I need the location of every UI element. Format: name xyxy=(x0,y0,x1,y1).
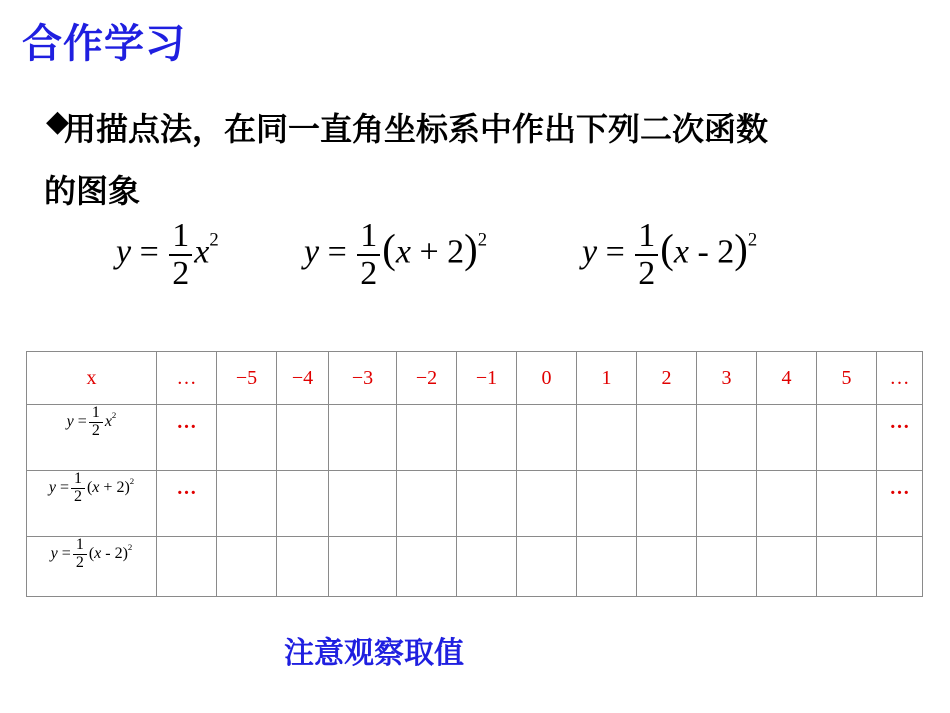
empty-cell[interactable] xyxy=(757,471,817,537)
instruction-line-1: 用描点法，在同一直角坐标系中作出下列二次函数 xyxy=(64,110,769,148)
row-label-formula-3: y = $\frac{1}{2}$ (x - 2)$^2$ xyxy=(27,537,157,597)
empty-cell[interactable] xyxy=(397,537,457,597)
empty-cell[interactable] xyxy=(697,537,757,597)
empty-cell[interactable] xyxy=(457,405,517,471)
formula-2: y = $\frac{1}{2}$ $(x + 2)^2$ xyxy=(304,217,488,292)
empty-cell[interactable] xyxy=(577,405,637,471)
header-cell: −4 xyxy=(277,352,329,405)
value-table xyxy=(26,351,923,597)
header-cell: … xyxy=(877,352,923,405)
empty-cell[interactable] xyxy=(757,537,817,597)
empty-cell[interactable] xyxy=(217,471,277,537)
empty-cell[interactable] xyxy=(457,471,517,537)
ellipsis-cell: … xyxy=(157,405,217,471)
empty-cell[interactable] xyxy=(577,471,637,537)
header-cell: 1 xyxy=(577,352,637,405)
formula-1: y = $\frac{1}{2}$ $x^2$ xyxy=(116,217,219,292)
row-label-formula-1: y = $\frac{1}{2}$ $x^2$ xyxy=(27,405,157,471)
note-text: 注意观察取值 xyxy=(284,636,464,671)
slide-title: 合作学习 xyxy=(22,21,186,67)
header-cell: −1 xyxy=(457,352,517,405)
empty-cell[interactable] xyxy=(637,471,697,537)
fraction-half: $\frac{1}{2}$ xyxy=(635,218,658,291)
header-cell: −3 xyxy=(329,352,397,405)
empty-cell[interactable] xyxy=(329,471,397,537)
fraction-half: $\frac{1}{2}$ xyxy=(357,218,380,291)
empty-cell[interactable] xyxy=(637,405,697,471)
header-cell: 5 xyxy=(817,352,877,405)
empty-cell[interactable] xyxy=(517,405,577,471)
empty-cell[interactable] xyxy=(217,537,277,597)
header-cell: −2 xyxy=(397,352,457,405)
empty-cell[interactable] xyxy=(817,405,877,471)
empty-cell[interactable] xyxy=(817,471,877,537)
empty-cell[interactable] xyxy=(757,405,817,471)
empty-cell[interactable] xyxy=(397,405,457,471)
empty-cell[interactable] xyxy=(817,537,877,597)
empty-cell[interactable] xyxy=(637,537,697,597)
formula-3: y = $\frac{1}{2}$ (x - 2)$^2$ xyxy=(582,217,758,292)
empty-cell[interactable] xyxy=(697,405,757,471)
header-cell: −5 xyxy=(217,352,277,405)
empty-cell[interactable] xyxy=(329,405,397,471)
header-cell: 4 xyxy=(757,352,817,405)
table-row xyxy=(27,537,923,597)
empty-cell[interactable] xyxy=(277,405,329,471)
instruction-text xyxy=(44,98,914,222)
empty-cell[interactable] xyxy=(517,471,577,537)
table-header-row xyxy=(27,352,923,405)
empty-cell[interactable] xyxy=(577,537,637,597)
empty-cell[interactable] xyxy=(217,405,277,471)
fraction-half: $\frac{1}{2}$ xyxy=(169,218,192,291)
empty-cell[interactable] xyxy=(517,537,577,597)
table-row xyxy=(27,405,923,471)
header-cell: 2 xyxy=(637,352,697,405)
header-cell: … xyxy=(157,352,217,405)
diamond-bullet-icon: ◆ xyxy=(46,104,70,139)
header-cell: x xyxy=(27,352,157,405)
ellipsis-cell: … xyxy=(157,471,217,537)
table-row xyxy=(27,471,923,537)
header-cell: 0 xyxy=(517,352,577,405)
empty-cell[interactable] xyxy=(157,537,217,597)
header-cell: 3 xyxy=(697,352,757,405)
empty-cell[interactable] xyxy=(877,537,923,597)
empty-cell[interactable] xyxy=(697,471,757,537)
instruction-line-2: 的图象 xyxy=(44,172,141,210)
ellipsis-cell: … xyxy=(877,471,923,537)
ellipsis-cell: … xyxy=(877,405,923,471)
empty-cell[interactable] xyxy=(397,471,457,537)
empty-cell[interactable] xyxy=(277,471,329,537)
empty-cell[interactable] xyxy=(277,537,329,597)
empty-cell[interactable] xyxy=(457,537,517,597)
row-label-formula-2: y = $\frac{1}{2}$ $(x + 2)^2$ xyxy=(27,471,157,537)
empty-cell[interactable] xyxy=(329,537,397,597)
